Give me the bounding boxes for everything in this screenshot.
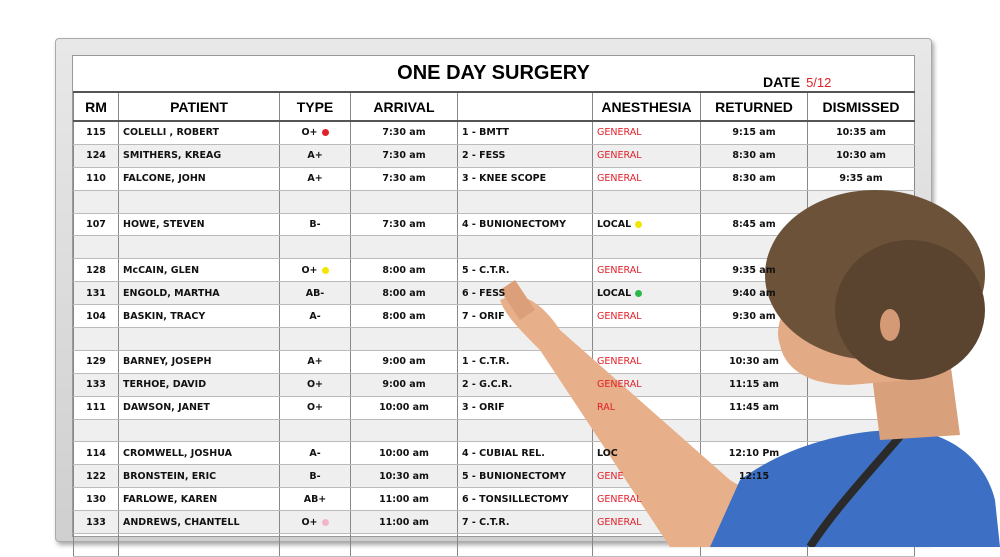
cell-type xyxy=(280,350,351,373)
dismissed-text: 9:35 am xyxy=(839,173,883,185)
cell-returned xyxy=(701,144,808,167)
arrival-text: 11:00 am xyxy=(379,493,429,505)
cell-patient xyxy=(119,419,280,442)
arrival-text: 9:00 am xyxy=(382,379,426,391)
cell-patient xyxy=(119,534,280,557)
cell-type xyxy=(280,465,351,488)
returned-text: 8:30 am xyxy=(732,150,776,162)
header-anesthesia: ANESTHESIA xyxy=(593,92,701,121)
header-type: TYPE xyxy=(280,92,351,121)
rm-text: 110 xyxy=(86,173,106,185)
cell-type xyxy=(280,396,351,419)
cell-type xyxy=(280,213,351,236)
date-field xyxy=(763,74,831,90)
anesthesia-text: GENERAL xyxy=(597,127,642,139)
patient-text: FARLOWE, KAREN xyxy=(123,493,218,505)
anesthesia-text: GENERAL xyxy=(597,150,642,162)
cell-patient xyxy=(119,511,280,534)
type-text: B- xyxy=(309,470,321,482)
returned-text: 9:40 am xyxy=(732,287,776,299)
arrival-text: 7:30 am xyxy=(382,219,426,230)
cell-arrival xyxy=(351,236,458,259)
cell-type xyxy=(280,259,351,282)
returned-text: 12:15 xyxy=(738,470,770,482)
anesthesia-text: GENERAL xyxy=(597,493,642,505)
type-text: A- xyxy=(309,447,321,459)
cell-patient xyxy=(119,190,280,213)
cell-rm xyxy=(74,419,119,442)
cell-anesthesia xyxy=(593,121,701,144)
rm-text: 107 xyxy=(86,219,106,230)
cell-arrival xyxy=(351,144,458,167)
returned-text: 12:10 Pm xyxy=(728,447,780,459)
type-text: B- xyxy=(309,219,321,230)
pink-dot-icon xyxy=(322,519,329,526)
arrival-text: 8:00 am xyxy=(382,264,426,276)
cell-anesthesia xyxy=(593,144,701,167)
cell-type xyxy=(280,419,351,442)
arrival-text: 7:30 am xyxy=(382,150,426,162)
cell-dismissed xyxy=(808,144,915,167)
rm-text: 131 xyxy=(86,287,106,299)
cell-type xyxy=(280,328,351,351)
anesthesia-text: LOCAL xyxy=(597,219,632,230)
patient-text: HOWE, STEVEN xyxy=(123,219,205,230)
date-label: DATE xyxy=(763,74,801,90)
table-row xyxy=(74,144,915,167)
rm-text: 133 xyxy=(86,516,106,528)
cell-rm xyxy=(74,373,119,396)
cell-patient xyxy=(119,373,280,396)
cell-arrival xyxy=(351,305,458,328)
cell-rm xyxy=(74,350,119,373)
cell-rm xyxy=(74,213,119,236)
returned-text: 9:35 am xyxy=(732,264,776,276)
cell-arrival xyxy=(351,350,458,373)
cell-arrival xyxy=(351,396,458,419)
patient-text: McCAIN, GLEN xyxy=(123,264,200,276)
rm-text: 130 xyxy=(86,493,106,505)
rm-text: 111 xyxy=(86,402,106,414)
returned-text: 10:30 am xyxy=(729,356,779,368)
procedure-text: 3 - ORIF xyxy=(462,402,505,414)
cell-arrival xyxy=(351,373,458,396)
header-returned: RETURNED xyxy=(701,92,808,121)
cell-type xyxy=(280,236,351,259)
anesthesia-text: GENE xyxy=(597,470,624,482)
procedure-text: 4 - BUNIONECTOMY xyxy=(462,219,566,230)
cell-patient xyxy=(119,442,280,465)
procedure-text: 7 - C.T.R. xyxy=(462,516,510,528)
table-row xyxy=(74,121,915,144)
cell-patient xyxy=(119,328,280,351)
cell-rm xyxy=(74,328,119,351)
procedure-text: 4 - CUBIAL REL. xyxy=(462,447,545,459)
cell-arrival xyxy=(351,121,458,144)
cell-patient xyxy=(119,121,280,144)
cell-patient xyxy=(119,167,280,190)
cell-patient xyxy=(119,396,280,419)
arrival-text: 8:00 am xyxy=(382,287,426,299)
patient-text: ANDREWS, CHANTELL xyxy=(123,516,240,528)
type-text: A+ xyxy=(307,356,323,368)
cell-rm xyxy=(74,121,119,144)
dismissed-text: 10:35 am xyxy=(836,127,886,139)
cell-patient xyxy=(119,282,280,305)
anesthesia-text: GENERAL xyxy=(597,379,642,391)
cell-rm xyxy=(74,511,119,534)
type-text: O+ xyxy=(301,516,318,528)
cell-rm xyxy=(74,465,119,488)
procedure-text: 6 - FESS xyxy=(462,287,506,299)
arrival-text: 11:00 am xyxy=(379,516,429,528)
procedure-text: 3 - KNEE SCOPE xyxy=(462,173,547,185)
cell-type xyxy=(280,144,351,167)
cell-arrival xyxy=(351,328,458,351)
patient-text: ENGOLD, MARTHA xyxy=(123,287,220,299)
anesthesia-text: RAL xyxy=(597,402,616,414)
cell-rm xyxy=(74,259,119,282)
cell-arrival xyxy=(351,167,458,190)
cell-arrival xyxy=(351,190,458,213)
cell-procedure xyxy=(458,144,593,167)
arrival-text: 7:30 am xyxy=(382,173,426,185)
anesthesia-text: GENERAL xyxy=(597,264,642,276)
cell-arrival xyxy=(351,259,458,282)
patient-text: BRONSTEIN, ERIC xyxy=(123,470,217,482)
green-dot-icon xyxy=(635,290,642,297)
returned-text: 8:45 am xyxy=(732,219,776,230)
arrival-text: 9:00 am xyxy=(382,356,426,368)
patient-text: BARNEY, JOSEPH xyxy=(123,356,212,368)
header-patient: PATIENT xyxy=(119,92,280,121)
cell-type xyxy=(280,511,351,534)
cell-type xyxy=(280,373,351,396)
anesthesia-text: LOCAL xyxy=(597,287,632,299)
type-text: A- xyxy=(309,310,321,322)
procedure-text: 6 - TONSILLECTOMY xyxy=(462,493,569,505)
patient-text: SMITHERS, KREAG xyxy=(123,150,222,162)
type-text: O+ xyxy=(301,127,318,139)
anesthesia-text: GENERAL xyxy=(597,310,642,322)
cell-patient xyxy=(119,213,280,236)
procedure-text: 2 - FESS xyxy=(462,150,506,162)
type-text: A+ xyxy=(307,150,323,162)
cell-patient xyxy=(119,305,280,328)
cell-rm xyxy=(74,144,119,167)
cell-patient xyxy=(119,465,280,488)
type-text: AB+ xyxy=(303,493,327,505)
cell-rm xyxy=(74,190,119,213)
cell-type xyxy=(280,488,351,511)
cell-type xyxy=(280,190,351,213)
red-dot-icon xyxy=(322,129,329,136)
cell-arrival xyxy=(351,465,458,488)
board-title: ONE DAY SURGERY xyxy=(397,62,590,84)
cell-rm xyxy=(74,534,119,557)
rm-text: 114 xyxy=(86,447,106,459)
anesthesia-text: GENERAL xyxy=(597,356,642,368)
returned-text: 8:30 am xyxy=(732,173,776,185)
cell-rm xyxy=(74,167,119,190)
dismissed-text: 10:30 am xyxy=(836,150,886,162)
header-row xyxy=(74,92,915,121)
patient-text: FALCONE, JOHN xyxy=(123,173,206,185)
rm-text: 128 xyxy=(86,264,106,276)
cell-arrival xyxy=(351,282,458,305)
returned-text: 11:45 am xyxy=(729,402,779,414)
cell-returned xyxy=(701,121,808,144)
cell-type xyxy=(280,305,351,328)
yellow-dot-icon xyxy=(322,267,329,274)
cell-procedure xyxy=(458,121,593,144)
returned-text: 11:15 am xyxy=(729,379,779,391)
cell-patient xyxy=(119,488,280,511)
patient-text: COLELLI , ROBERT xyxy=(123,127,219,139)
type-text: O+ xyxy=(301,264,318,276)
cell-type xyxy=(280,534,351,557)
header-procedure xyxy=(458,92,593,121)
rm-text: 133 xyxy=(86,379,106,391)
type-text: A+ xyxy=(307,173,323,185)
anesthesia-text: GENERAL xyxy=(597,173,642,185)
header-arrival: ARRIVAL xyxy=(351,92,458,121)
anesthesia-text: LOC xyxy=(597,447,618,459)
cell-arrival xyxy=(351,419,458,442)
patient-text: TERHOE, DAVID xyxy=(123,379,207,391)
rm-text: 129 xyxy=(86,356,106,368)
cell-arrival xyxy=(351,213,458,236)
cell-arrival xyxy=(351,511,458,534)
type-text: O+ xyxy=(306,402,324,414)
arrival-text: 10:00 am xyxy=(379,447,429,459)
cell-rm xyxy=(74,305,119,328)
cell-patient xyxy=(119,236,280,259)
cell-arrival xyxy=(351,534,458,557)
arrival-text: 10:30 am xyxy=(379,470,429,482)
cell-patient xyxy=(119,259,280,282)
patient-text: BASKIN, TRACY xyxy=(123,310,206,322)
returned-text: 9:15 am xyxy=(732,127,776,139)
cell-dismissed xyxy=(808,121,915,144)
nurse-ear xyxy=(880,309,900,341)
arrival-text: 10:00 am xyxy=(379,402,429,414)
cell-rm xyxy=(74,396,119,419)
procedure-text: 5 - BUNIONECTOMY xyxy=(462,470,566,482)
header-rm: RM xyxy=(74,92,119,121)
rm-text: 124 xyxy=(86,150,106,162)
cell-patient xyxy=(119,350,280,373)
procedure-text: 1 - C.T.R. xyxy=(462,356,510,368)
anesthesia-text: GENERAL xyxy=(597,516,642,528)
rm-text: 104 xyxy=(86,310,106,322)
cell-type xyxy=(280,167,351,190)
procedure-text: 2 - G.C.R. xyxy=(462,379,513,391)
cell-rm xyxy=(74,236,119,259)
header-dismissed: DISMISSED xyxy=(808,92,915,121)
procedure-text: 1 - BMTT xyxy=(462,127,510,139)
cell-arrival xyxy=(351,442,458,465)
procedure-text: 7 - ORIF xyxy=(462,310,505,322)
procedure-text: 5 - C.T.R. xyxy=(462,264,510,276)
cell-type xyxy=(280,442,351,465)
arrival-text: 8:00 am xyxy=(382,310,426,322)
type-text: AB- xyxy=(305,287,325,299)
date-value: 5/12 xyxy=(806,75,832,90)
cell-rm xyxy=(74,488,119,511)
cell-type xyxy=(280,121,351,144)
patient-text: CROMWELL, JOSHUA xyxy=(123,447,232,459)
cell-type xyxy=(280,282,351,305)
cell-rm xyxy=(74,282,119,305)
cell-rm xyxy=(74,442,119,465)
arrival-text: 7:30 am xyxy=(382,127,426,139)
returned-text: 9:30 am xyxy=(732,310,776,322)
cell-patient xyxy=(119,144,280,167)
rm-text: 115 xyxy=(86,127,106,139)
rm-text: 122 xyxy=(86,470,106,482)
type-text: O+ xyxy=(306,379,324,391)
patient-text: DAWSON, JANET xyxy=(123,402,210,414)
cell-arrival xyxy=(351,488,458,511)
